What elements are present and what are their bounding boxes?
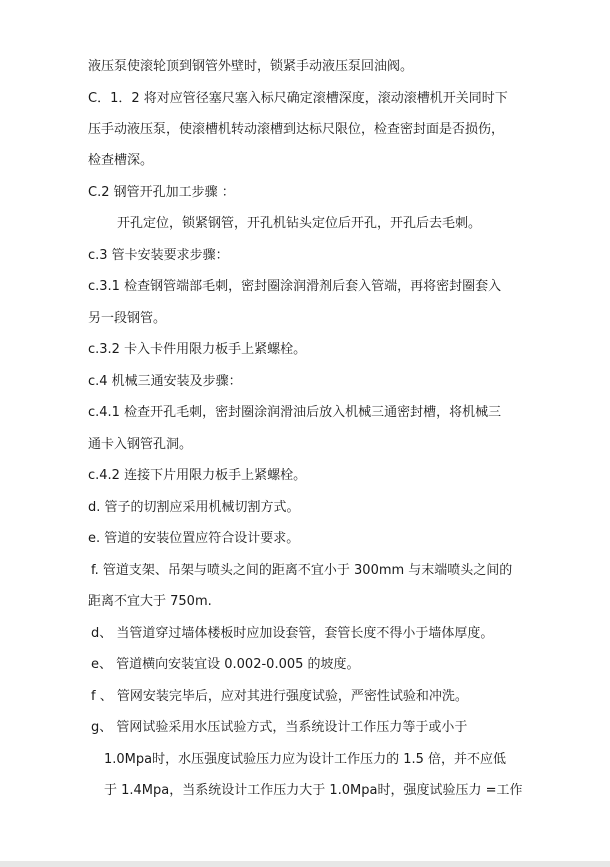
text-line: 1.0Mpa时，水压强度试验压力应为设计工作压力的 1.5 倍，并不应低 — [104, 752, 507, 767]
text-line: g、 管网试验采用水压试验方式，当系统设计工作压力等于或小于 — [91, 720, 468, 735]
text-line: 检查槽深。 — [88, 153, 154, 168]
text-line: 通卡入钢管孔洞。 — [88, 437, 193, 452]
bottom-edge — [0, 861, 610, 867]
text-line: d. 管子的切割应采用机械切割方式。 — [88, 500, 300, 515]
text-line: c.4.1 检查开孔毛刺，密封圈涂润滑油后放入机械三通密封槽，将机械三 — [88, 405, 502, 420]
text-line: c.3.2 卡入卡件用限力板手上紧螺栓。 — [88, 342, 307, 357]
text-line: d、 当管道穿过墙体楼板时应加设套管，套管长度不得小于墙体厚度。 — [91, 626, 494, 641]
section-heading: c.4 机械三通安装及步骤： — [88, 374, 242, 389]
text-line: 于 1.4Mpa，当系统设计工作压力大于 1.0Mpa时，强度试验压力 =工作 — [104, 783, 523, 798]
text-line: 开孔定位，锁紧钢管，开孔机钻头定位后开孔，开孔后去毛刺。 — [117, 216, 482, 231]
text-line: 液压泵使滚轮顶到钢管外壁时，锁紧手动液压泵回油阀。 — [88, 59, 414, 74]
text-line: 另一段钢管。 — [88, 311, 167, 326]
text-line: 压手动液压泵，使滚槽机转动滚槽到达标尺限位，检查密封面是否损伤， — [88, 122, 505, 137]
text-line: e、 管道横向安装宜设 0.002-0.005 的坡度。 — [91, 657, 360, 672]
section-heading: c.3 管卡安装要求步骤： — [88, 248, 229, 263]
text-line: C．1．2 将对应管径塞尺塞入标尺确定滚槽深度，滚动滚槽机开关同时下 — [88, 91, 508, 106]
section-heading: C.2 钢管开孔加工步骤 ： — [88, 185, 235, 200]
text-line: c.4.2 连接下片用限力板手上紧螺栓。 — [88, 468, 307, 483]
text-line: f. 管道支架、吊架与喷头之间的距离不宜小于 300mm 与末端喷头之间的 — [91, 563, 513, 578]
text-line: f 、 管网安装完毕后，应对其进行强度试验，严密性试验和冲洗。 — [91, 689, 468, 704]
text-line: c.3.1 检查钢管端部毛刺，密封圈涂润滑剂后套入管端，再将密封圈套入 — [88, 279, 502, 294]
text-line: 距离不宜大于 750m. — [88, 594, 212, 609]
text-line: e. 管道的安装位置应符合设计要求。 — [88, 531, 300, 546]
